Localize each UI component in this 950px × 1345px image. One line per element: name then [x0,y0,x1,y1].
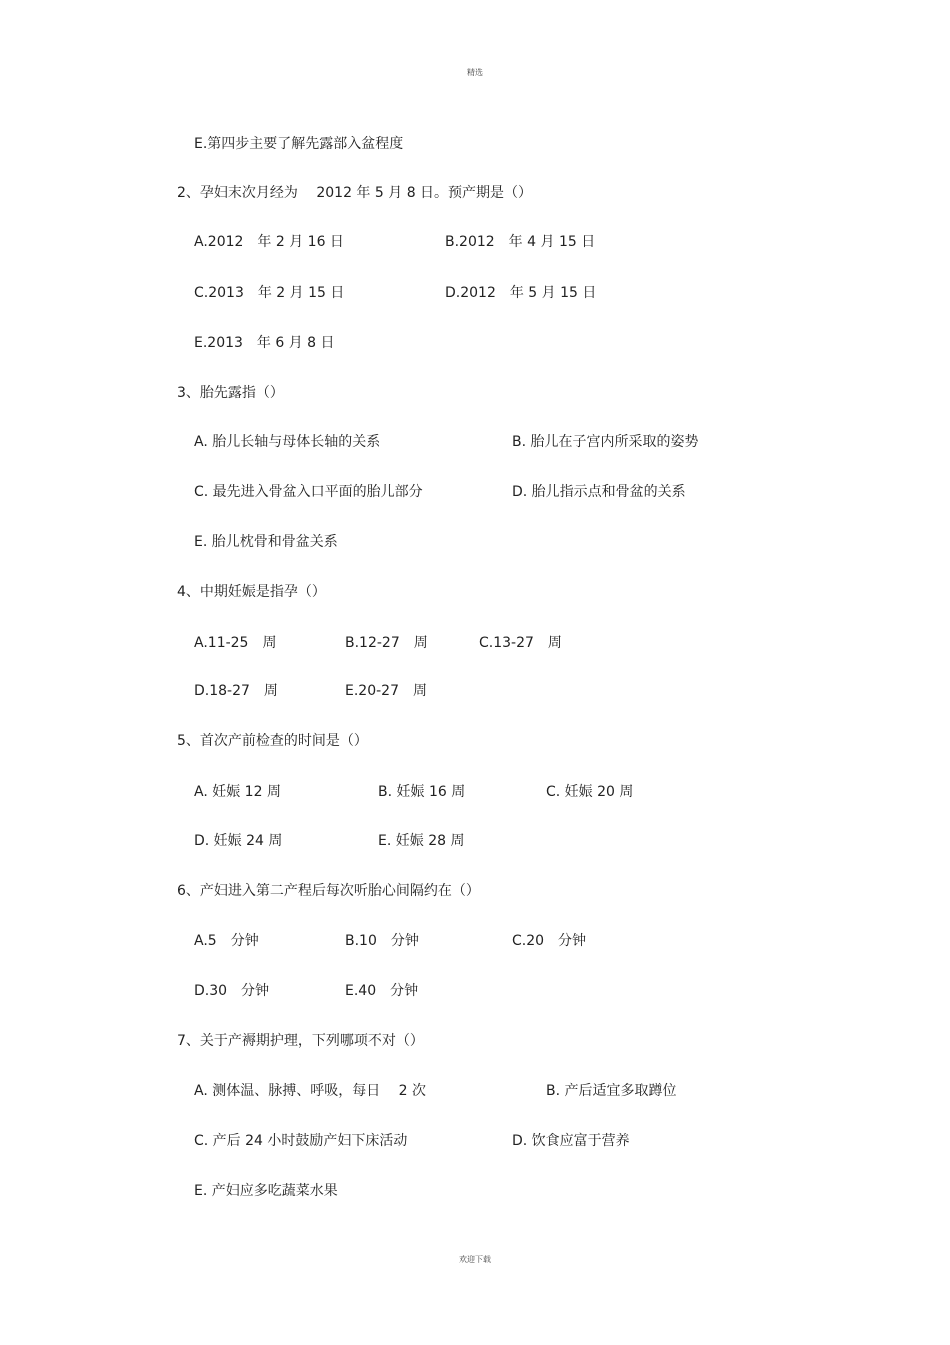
question-5-option-d: D. 妊娠 24 周 [194,833,283,849]
question-2-option-c: C.2013 年 2 月 15 日 [194,285,345,301]
question-2-stem: 2、孕妇末次月经为 2012 年 5 月 8 日。预产期是（） [177,185,533,201]
question-6-option-b: B.10 分钟 [345,933,419,949]
question-6-stem: 6、产妇进入第二产程后每次听胎心间隔约在（） [177,883,480,899]
question-3-option-c: C. 最先进入骨盆入口平面的胎儿部分 [194,484,423,500]
question-2-option-b: B.2012 年 4 月 15 日 [445,234,596,250]
question-6-option-a: A.5 分钟 [194,933,259,949]
question-5-stem: 5、首次产前检查的时间是（） [177,733,368,749]
question-2-option-e: E.2013 年 6 月 8 日 [194,335,335,351]
question-3-option-b: B. 胎儿在子宫内所采取的姿势 [512,434,699,450]
question-3-option-e: E. 胎儿枕骨和骨盆关系 [194,534,338,550]
question-3-option-a: A. 胎儿长轴与母体长轴的关系 [194,434,381,450]
question-6-option-d: D.30 分钟 [194,983,270,999]
question-3-stem: 3、胎先露指（） [177,385,284,401]
question-7-option-b: B. 产后适宜多取蹲位 [546,1083,677,1099]
question-2-option-a: A.2012 年 2 月 16 日 [194,234,344,250]
question-4-option-c: C.13-27 周 [479,635,562,651]
page-header: 精选 [467,68,483,77]
question-4-stem: 4、中期妊娠是指孕（） [177,584,326,600]
question-7-option-c: C. 产后 24 小时鼓励产妇下床活动 [194,1133,408,1149]
page-footer: 欢迎下载 [459,1255,491,1264]
question-4-option-e: E.20-27 周 [345,683,427,699]
question-7-option-a: A. 测体温、脉搏、呼吸，每日 2 次 [194,1083,427,1099]
question-4-option-b: B.12-27 周 [345,635,428,651]
question-5-option-a: A. 妊娠 12 周 [194,784,281,800]
question-4-option-d: D.18-27 周 [194,683,278,699]
question-5-option-e: E. 妊娠 28 周 [378,833,465,849]
question-6-option-c: C.20 分钟 [512,933,587,949]
question-7-option-d: D. 饮食应富于营养 [512,1133,630,1149]
question-4-option-a: A.11-25 周 [194,635,277,651]
question-5-option-b: B. 妊娠 16 周 [378,784,466,800]
question-3-option-d: D. 胎儿指示点和骨盆的关系 [512,484,686,500]
question-5-option-c: C. 妊娠 20 周 [546,784,634,800]
question-7-option-e: E. 产妇应多吃蔬菜水果 [194,1183,338,1199]
option-e-prev: E.第四步主要了解先露部入盆程度 [194,136,404,152]
question-7-stem: 7、关于产褥期护理，下列哪项不对（） [177,1033,424,1049]
question-6-option-e: E.40 分钟 [345,983,419,999]
question-2-option-d: D.2012 年 5 月 15 日 [445,285,597,301]
